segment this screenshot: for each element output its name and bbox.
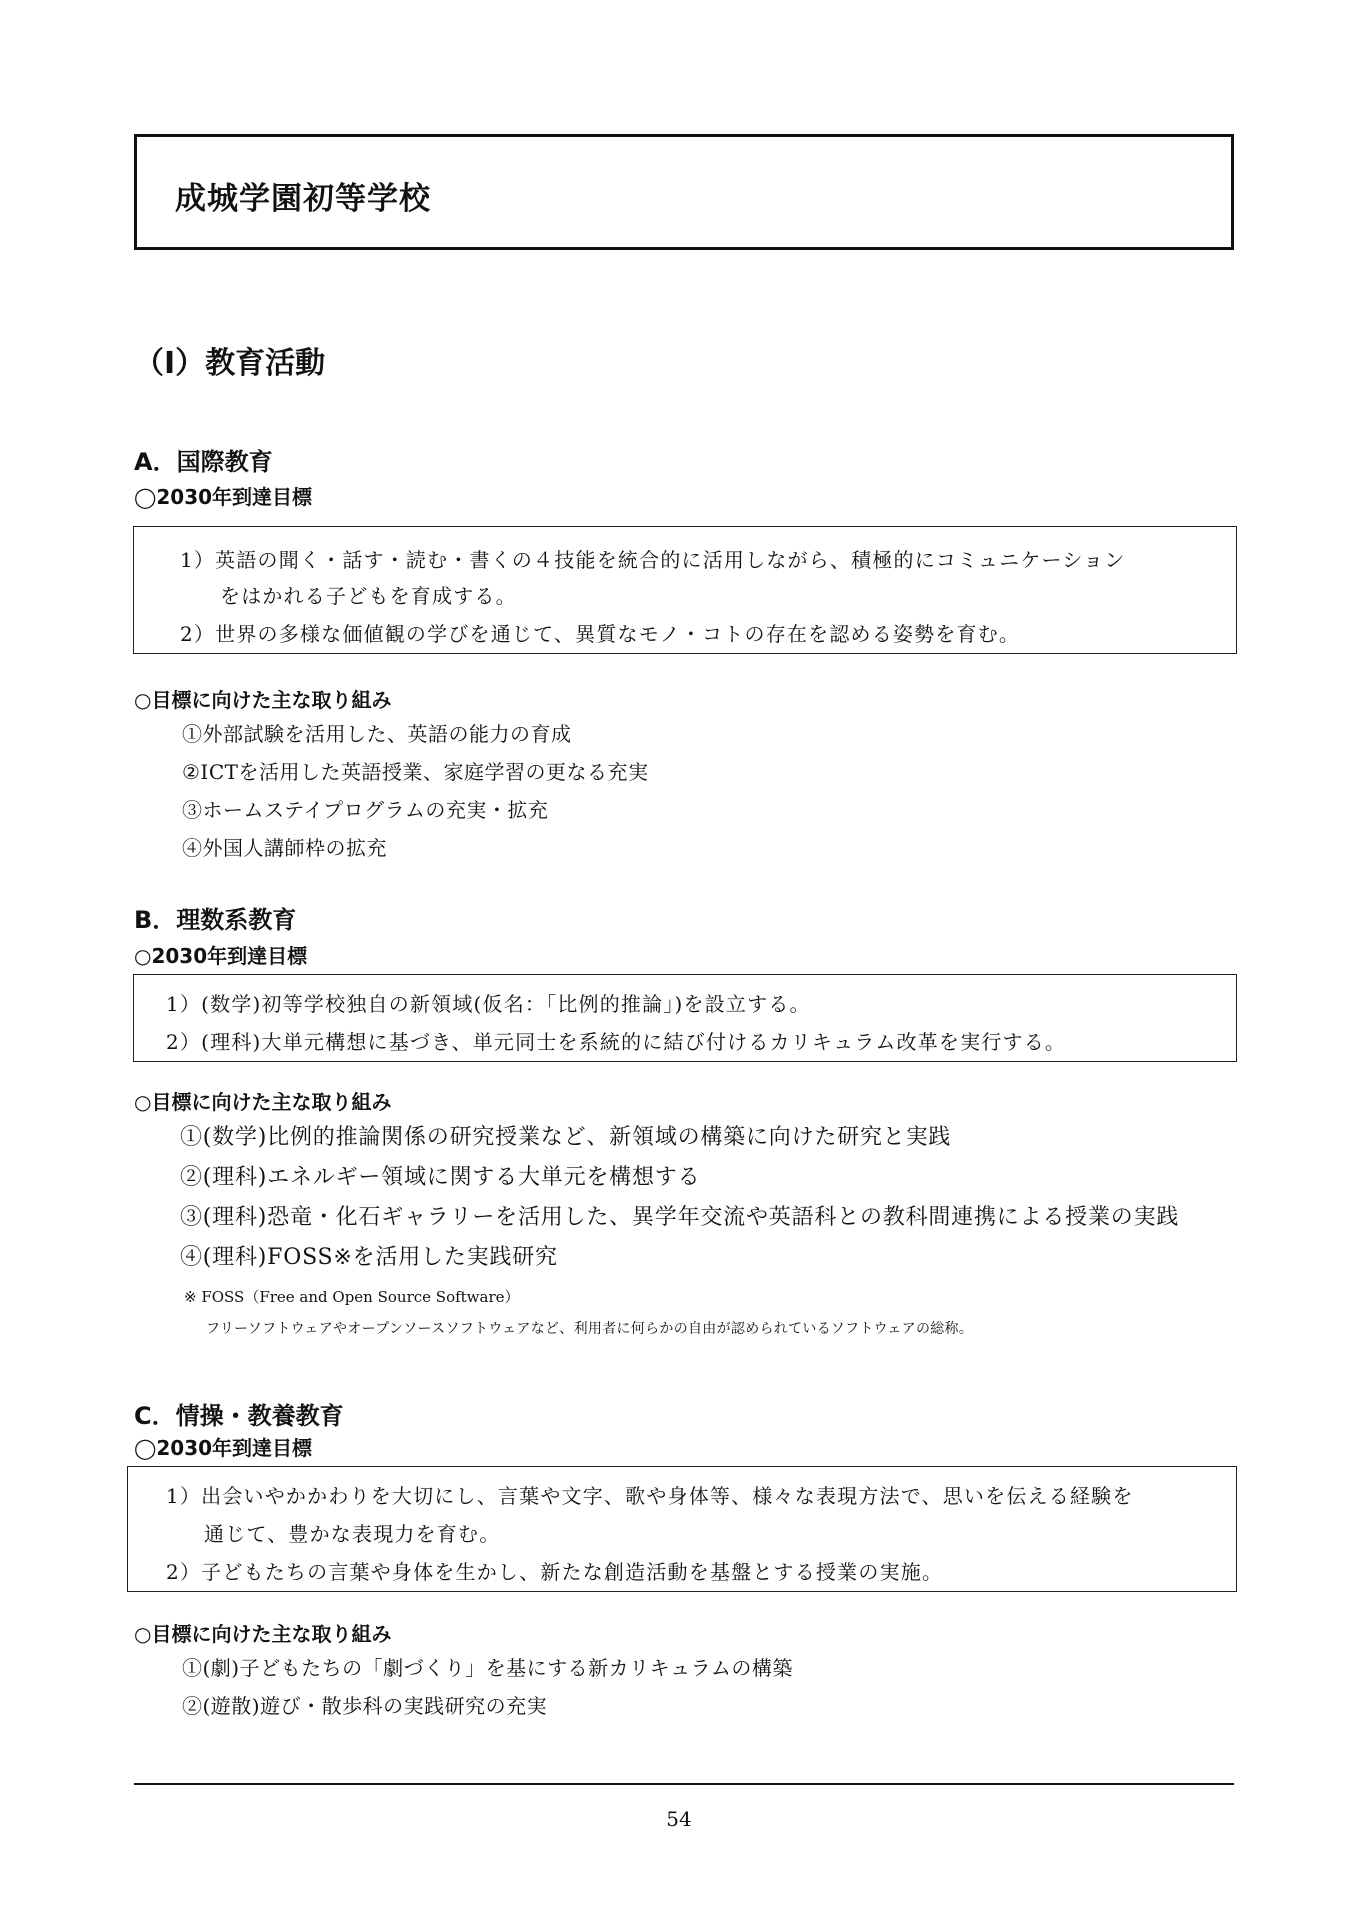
section-a-goal-1: 1）英語の聞く・話す・読む・書くの４技能を統合的に活用しながら、積極的にコミュニケーション — [180, 548, 1126, 572]
section-a-effort-4: ④外国人講師枠の拡充 — [182, 836, 387, 860]
section-a-goal-1-cont: をはかれる子どもを育成する。 — [220, 584, 517, 608]
section-b-effort-3: ③(理科)恐竜・化石ギャラリーを活用した、異学年交流や英語科との教科間連携による授業の実践 — [180, 1205, 1180, 1230]
section-b-effort-4: ④(理科)FOSS※を活用した実践研究 — [180, 1245, 558, 1270]
school-title: 成城学園初等学校 — [175, 181, 431, 217]
section-a-effort-2: ②ICTを活用した英語授業、家庭学習の更なる充実 — [182, 760, 649, 784]
section-b-goal-heading: ○2030年到達目標 — [134, 944, 308, 968]
section-b-efforts-heading: ○目標に向けた主な取り組み — [134, 1090, 392, 1114]
section-c-heading: C．情操・教養教育 — [134, 1402, 344, 1430]
foss-note-body: フリーソフトウェアやオープンソースソフトウェアなど、利用者に何らかの自由が認められているソフトウェアの総称。 — [206, 1321, 974, 1337]
section-c-efforts-heading: ○目標に向けた主な取り組み — [134, 1622, 392, 1646]
section-b-heading: B．理数系教育 — [134, 906, 297, 934]
section-b-goal-1: 1）(数学)初等学校独自の新領域(仮名：「比例的推論」)を設立する。 — [166, 992, 811, 1016]
section-a-goal-2: 2）世界の多様な価値観の学びを通じて、異質なモノ・コトの存在を認める姿勢を育む。 — [180, 622, 1021, 646]
section-a-effort-1: ①外部試験を活用した、英語の能力の育成 — [182, 722, 572, 746]
section-a-goal-heading: ◯2030年到達目標 — [134, 485, 313, 509]
foss-note-title: ※ FOSS（Free and Open Source Software） — [184, 1288, 520, 1306]
title-box — [134, 134, 1234, 250]
section-a-effort-3: ③ホームステイプログラムの充実・拡充 — [182, 798, 549, 822]
section-c-goal-1-cont: 通じて、豊かな表現力を育む。 — [204, 1522, 501, 1546]
section-b-effort-1: ①(数学)比例的推論関係の研究授業など、新領域の構築に向けた研究と実践 — [180, 1125, 952, 1150]
section-a-heading: A．国際教育 — [134, 448, 273, 476]
section-a-efforts-heading: ○目標に向けた主な取り組み — [134, 688, 392, 712]
section-heading: （Ⅰ）教育活動 — [134, 346, 326, 381]
section-c-goal-heading: ◯2030年到達目標 — [134, 1436, 313, 1460]
section-c-goal-1: 1）出会いやかかわりを大切にし、言葉や文字、歌や身体等、様々な表現方法で、思いを伝える経験を — [166, 1484, 1134, 1508]
section-c-effort-1: ①(劇)子どもたちの「劇づくり」を基にする新カリキュラムの構築 — [182, 1656, 793, 1680]
section-c-effort-2: ②(遊散)遊び・散歩科の実践研究の充実 — [182, 1694, 548, 1718]
section-c-goal-2: 2）子どもたちの言葉や身体を生かし、新たな創造活動を基盤とする授業の実施。 — [166, 1560, 944, 1584]
section-b-goal-2: 2）(理科)大単元構想に基づき、単元同士を系統的に結び付けるカリキュラム改革を実行する。 — [166, 1030, 1067, 1054]
page-number: 54 — [666, 1807, 692, 1831]
section-b-effort-2: ②(理科)エネルギー領域に関する大単元を構想する — [180, 1165, 701, 1190]
footer-rule — [134, 1783, 1234, 1785]
